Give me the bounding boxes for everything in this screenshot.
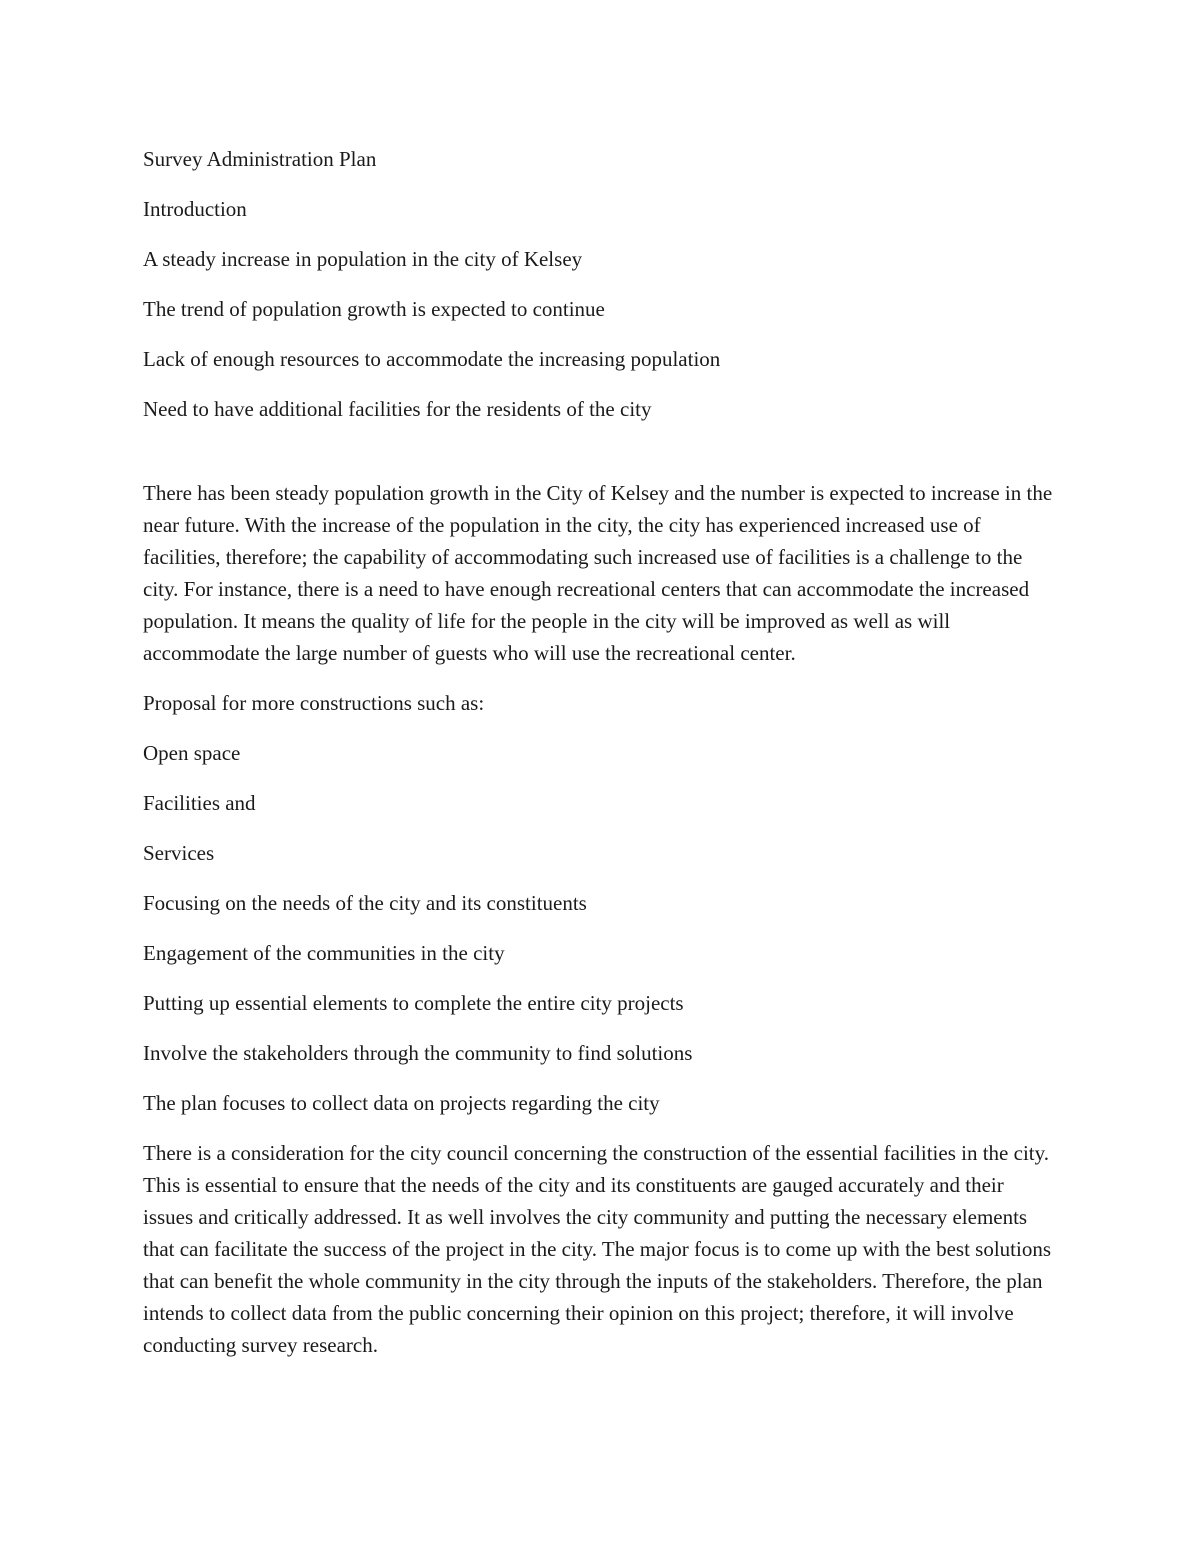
doc-list-item: Facilities and [143, 791, 256, 815]
document-content [143, 143, 1053, 1361]
doc-paragraph: There is a consideration for the city council concerning the construction of the essential facilities in the city. This is essential to ensure that the needs of the city and its constituents are gauged accurately and their issues and critically addressed. It as well involves the city community and putting the necessary elements that can facilitate the success of the project in the city. The major focus is to come up with the best solutions that can benefit the whole community in the city through the inputs of the stakeholders. Therefore, the plan intends to collect data from the public concerning their opinion on this project; therefore, it will involve conducting survey research. [143, 1141, 1052, 1357]
doc-line: Involve the stakeholders through the community to find solutions [143, 1041, 693, 1065]
doc-paragraph: There has been steady population growth in the City of Kelsey and the number is expected to increase in the near future. With the increase of the population in the city, the city has experienced increased use of facilities, therefore; the capability of accommodating such increased use of facilities is a challenge to the city. For instance, there is a need to have enough recreational centers that can accommodate the increased population. It means the quality of life for the people in the city will be improved as well as will accommodate the large number of guests who will use the recreational center. [143, 481, 1053, 665]
doc-line: The trend of population growth is expected to continue [143, 297, 605, 321]
doc-line: Engagement of the communities in the city [143, 941, 505, 965]
doc-line: Proposal for more constructions such as: [143, 691, 485, 715]
doc-line: A steady increase in population in the city of Kelsey [143, 247, 583, 271]
doc-line: Need to have additional facilities for the residents of the city [143, 397, 652, 421]
doc-line: Putting up essential elements to complete the entire city projects [143, 991, 684, 1015]
doc-heading-introduction: Introduction [143, 197, 247, 221]
doc-list-item: Open space [143, 741, 241, 765]
doc-list-item: Services [143, 841, 215, 865]
doc-line: The plan focuses to collect data on projects regarding the city [143, 1091, 660, 1115]
doc-line: Focusing on the needs of the city and its constituents [143, 891, 587, 915]
doc-line: Lack of enough resources to accommodate the increasing population [143, 347, 721, 371]
doc-title: Survey Administration Plan [143, 147, 377, 171]
